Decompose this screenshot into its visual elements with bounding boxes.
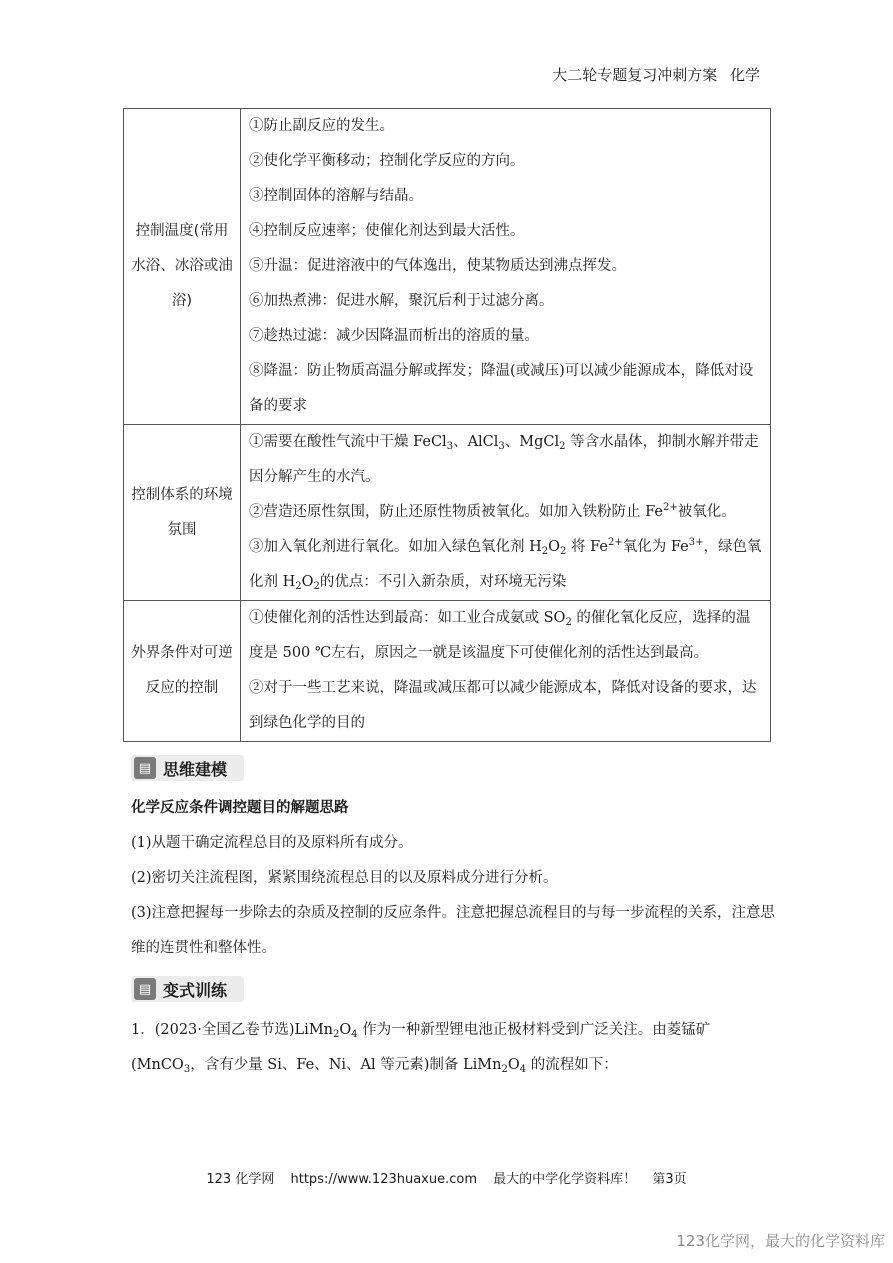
list-item: ①使催化剂的活性达到最高：如工业合成氨或 $SO_2$ 的催化氧化反应，选择的温度是 500 ℃左右，原因之一就是该温度下可使催化剂的活性达到最高。 [249,610,751,661]
table-row [124,109,771,425]
section-subtitle: 化学反应条件调控题目的解题思路 [131,800,349,816]
page-number: 第3页 [652,1172,687,1187]
row-category: 控制体系的环境氛围 [124,425,241,601]
book-icon: ▤ [134,978,156,1000]
list-item: (3)注意把握每一步除去的杂质及控制的反应条件。注意把握总流程目的与每一步流程的关系，注意思维的连贯性和整体性。 [131,905,776,956]
footer-site: 123 化学网 [206,1172,275,1187]
conditions-table [123,108,771,742]
question-text: 1．(2023·全国乙卷节选)$LiMn_2O_4$ 作为一种新型锂电池正极材料受到广泛关注。由菱锰矿(MnCO$_3$，含有少量 Si、Fe、Ni、Al 等元素)制备 $LiMn_2O_4$ 的流程如下： [131,1022,711,1075]
row-description [241,425,771,601]
list-item: ②对于一些工艺来说，降温或减压都可以减少能源成本，降低对设备的要求，达到绿色化学的目的 [249,680,757,731]
table-row [124,601,771,742]
list-item: ④控制反应速率；使催化剂达到最大活性。 [249,223,525,239]
footer-url[interactable]: https://www.123huaxue.com [290,1172,478,1187]
section-heading-practice: ▤ 变式训练 [131,976,244,1002]
table-row [124,425,771,601]
list-item: ⑥加热煮沸：促进水解，聚沉后利于过滤分离。 [249,293,554,309]
row-category: 外界条件对可逆反应的控制 [124,601,241,742]
list-item: ②使化学平衡移动；控制化学反应的方向。 [249,153,525,169]
list-item: ⑤升温：促进溶液中的气体逸出，使某物质达到沸点挥发。 [249,258,626,274]
row-category: 控制温度(常用水浴、冰浴或油浴) [124,109,241,425]
list-item: ①需要在酸性气流中干燥 FeCl$_3$、AlCl$_3$、MgCl$_2$ 等含水晶体，抑制水解并带走因分解产生的水汽。 [249,434,759,485]
section-heading-modeling: ▤ 思维建模 [131,755,244,781]
list-item: ③控制固体的溶解与结晶。 [249,188,423,204]
book-icon: ▤ [134,757,156,779]
list-item: ⑧降温：防止物质高温分解或挥发；降温(或减压)可以减少能源成本，降低对设备的要求 [249,363,754,414]
list-item: ⑦趁热过滤：减少因降温而析出的溶质的量。 [249,328,539,344]
page-footer [0,1168,893,1187]
list-item: (2)密切关注流程图，紧紧围绕流程总目的以及原料成分进行分析。 [131,870,558,886]
row-description [241,601,771,742]
row-description [241,109,771,425]
list-item: (1)从题干确定流程总目的及原料所有成分。 [131,835,413,851]
footer-slogan: 最大的中学化学资料库！ [493,1172,637,1187]
watermark: 123化学网，最大的化学资料库 [676,1232,885,1250]
list-item: ①防止副反应的发生。 [249,118,394,134]
list-item: ③加入氧化剂进行氧化。如加入绿色氧化剂 $H_2O_2$ 将 $Fe^{2+}$氧化为 $Fe^{3+}$，绿色氧化剂 $H_2O_2$的优点：不引入新杂质，对环境无污染 [249,537,762,592]
page-header: 大二轮专题复习冲刺方案 化学 [552,66,760,84]
list-item: ②营造还原性氛围，防止还原性物质被氧化。如加入铁粉防止 $Fe^{2+}$被氧化。 [249,502,736,520]
